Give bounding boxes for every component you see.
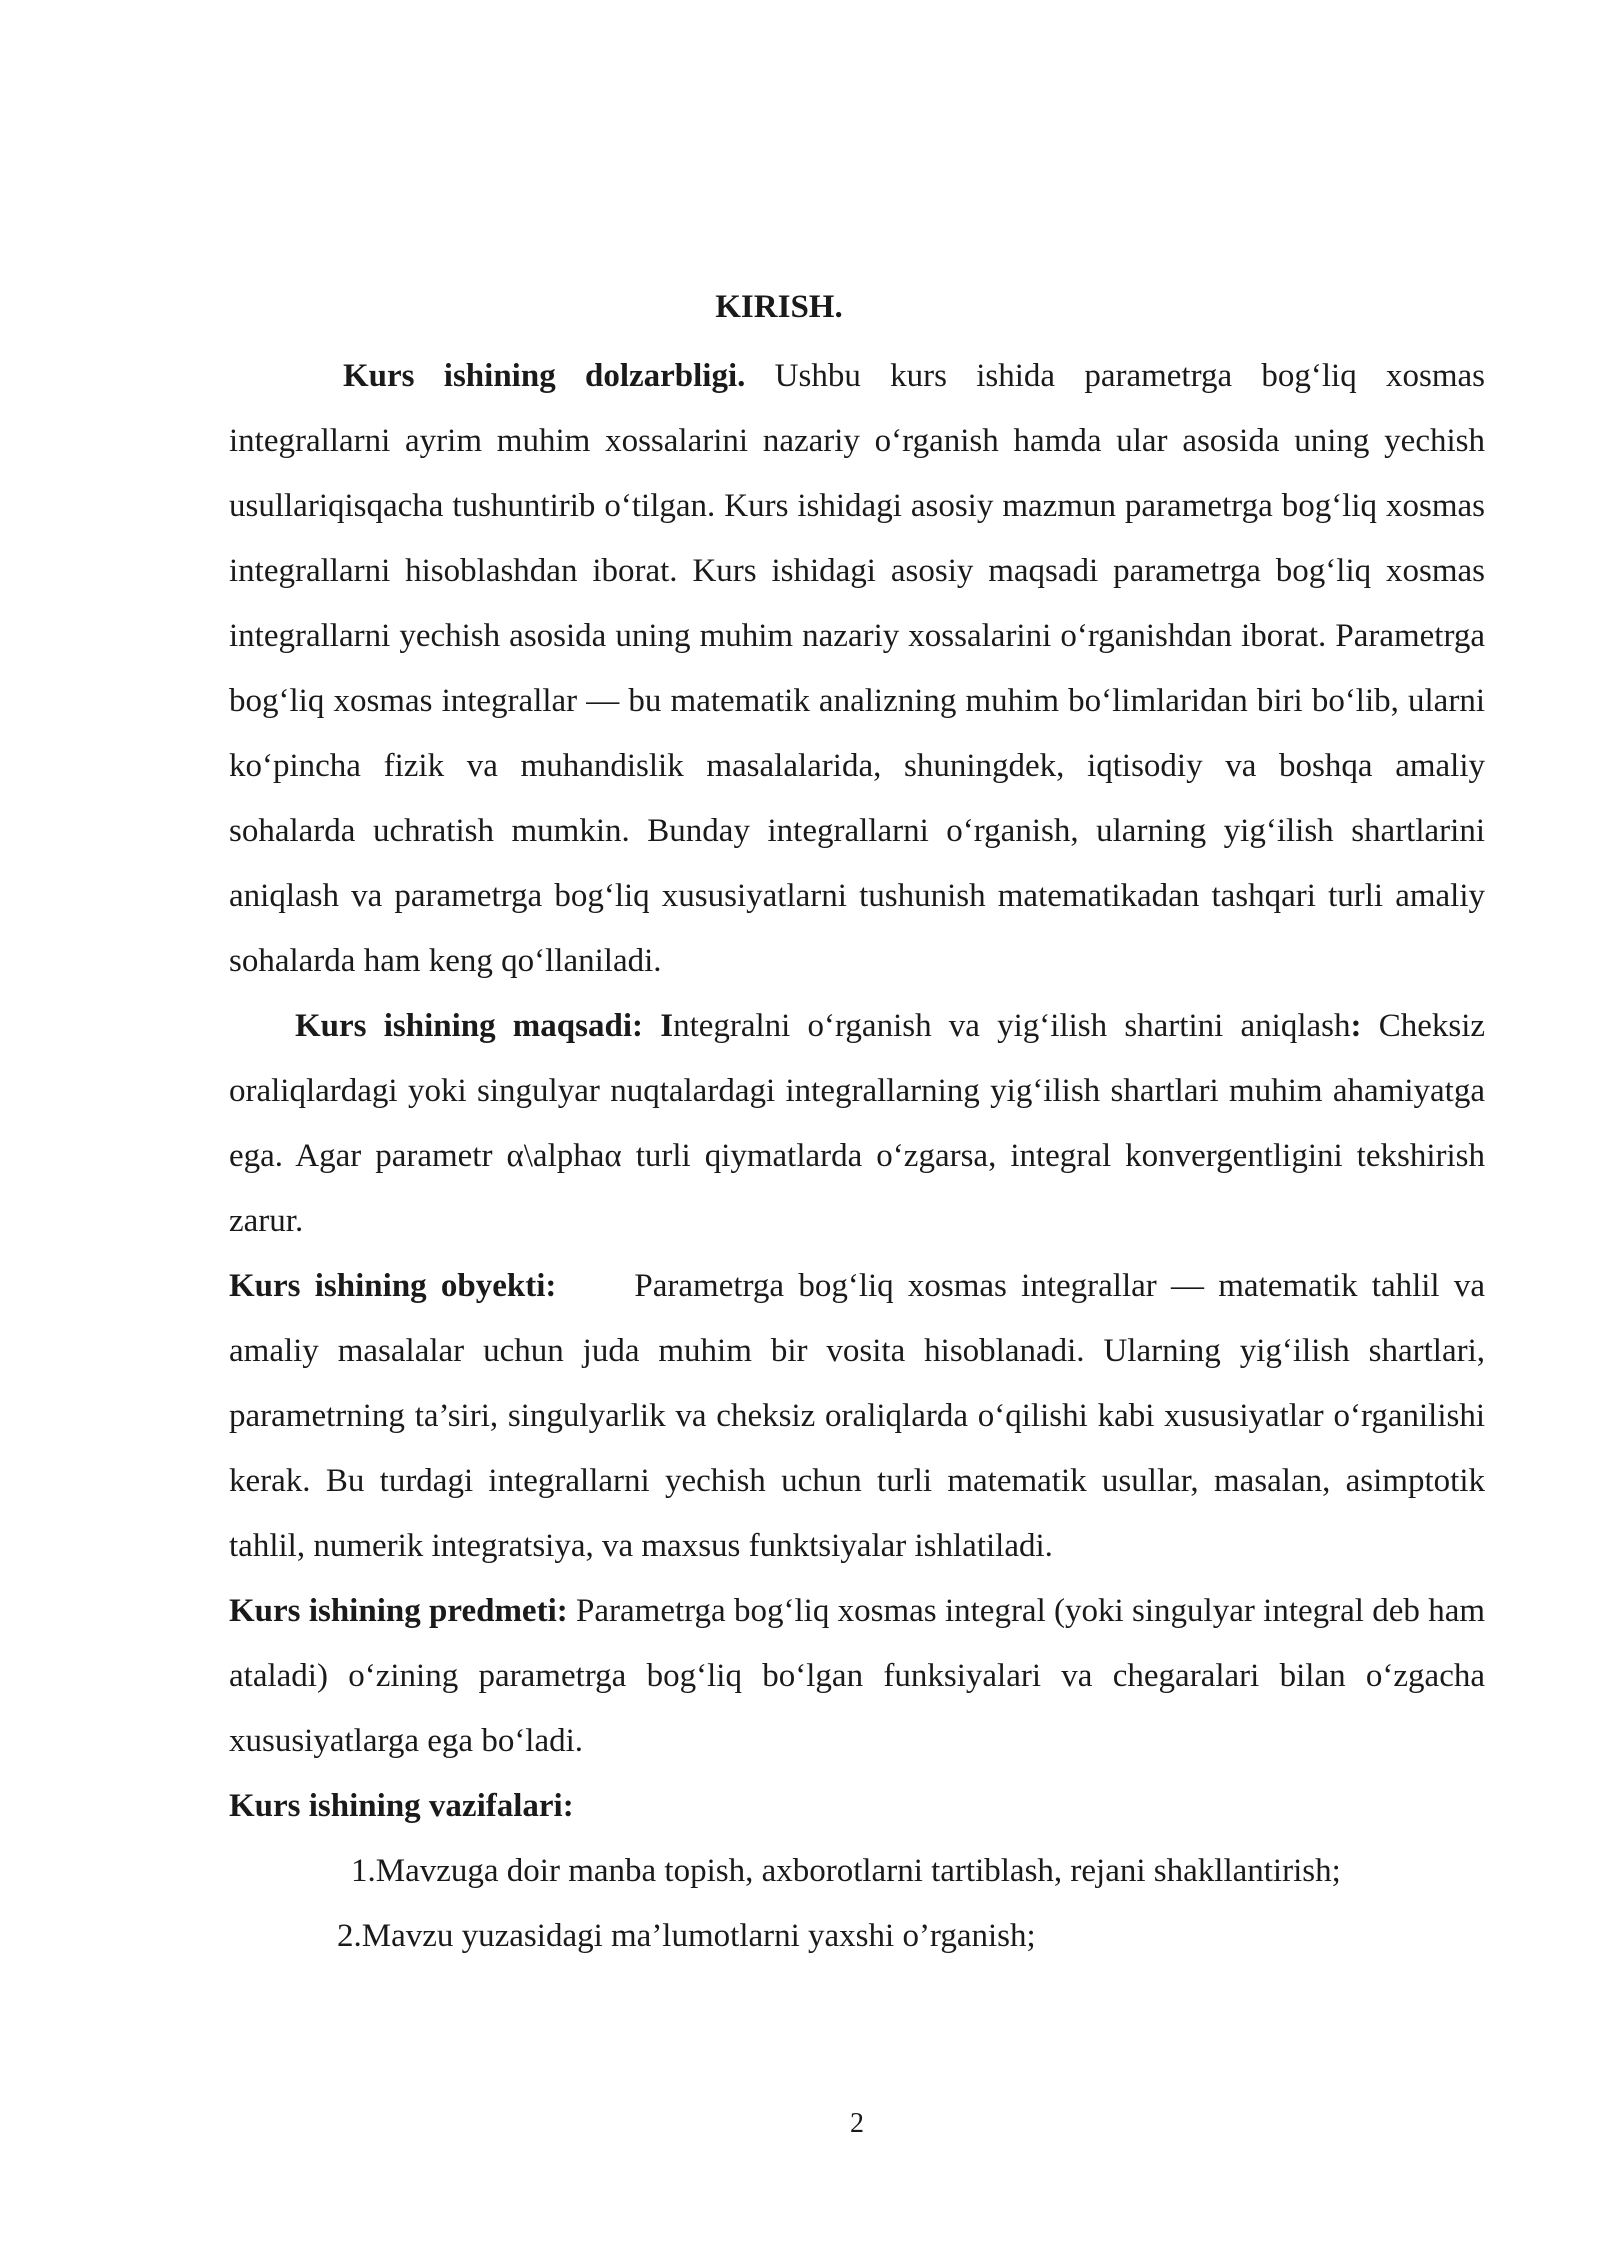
predmet-heading: Kurs ishining predmeti: [229, 1593, 568, 1629]
document-body [229, 344, 1485, 1969]
maqsad-paragraph [229, 994, 1485, 1254]
predmet-text: Parametrga bog‘liq xosmas integral (yoki singulyar integral deb ham ataladi) o‘zining parametrga bog‘liq bo‘lgan funksiyalari va chegaralari bilan o‘zgacha xususiyatlarga ega bo‘ladi. [229, 1593, 1486, 1759]
maqsad-text: Cheksiz oraliqlardagi yoki singulyar nuqtalardagi integrallarning yig‘ilish shartlari muhim ahamiyatga ega. Agar parametr α\alphaα turli qiymatlarda o‘zgarsa, integral konvergentligini tekshirish zarur. [229, 1008, 1486, 1239]
document-page [229, 0, 1485, 2262]
dolzarblik-text: Ushbu kurs ishida parametrga bog‘liq xosmas integrallarni ayrim muhim xossalarini nazariy o‘rganish hamda ular asosida uning yechish usullariqisqacha tushuntirib o‘tilgan. Kurs ishidagi asosiy mazmun parametrga bog‘liq xosmas integrallarni hisoblashdan iborat. Kurs ishidagi asosiy maqsadi parametrga bog‘liq xosmas integrallarni yechish asosida uning muhim nazariy xossalarini o‘rganishdan iborat. Parametrga bog‘liq xosmas integrallar — bu matematik analizning muhim bo‘limlaridan biri bo‘lib, ularni ko‘pincha fizik va muhandislik masalalarida, shuningdek, iqtisodiy va boshqa amaliy sohalarda uchratish mumkin. Bunday integrallarni o‘rganish, ularning yig‘ilish shartlarini aniqlash va parametrga bog‘liq xususiyatlarni tushunish matematikadan tashqari turli amaliy sohalarda ham keng qo‘llaniladi. [229, 358, 1486, 979]
maqsad-lead-letter: I [660, 1008, 674, 1044]
vazifa-item-1: 1.Mavzuga doir manba topish, axborotlarni tartiblash, rejani shakllantirish; [351, 1853, 1341, 1889]
dolzarblik-heading: Kurs ishining dolzarbligi. [343, 358, 746, 394]
maqsad-lead-text: ntegralni o‘rganish va yig‘ilish shartini aniqlash [673, 1008, 1351, 1044]
page-title: KIRISH. [715, 289, 843, 325]
page-number: 2 [850, 2108, 864, 2139]
obyekt-text: Parametrga bog‘liq xosmas integrallar — matematik tahlil va amaliy masalalar uchun juda muhim bir vosita hisoblanadi. Ularning yig‘ilish shartlari, parametrning ta’siri, singulyarlik va cheksiz oraliqlarda o‘qilishi kabi xususiyatlar o‘rganilishi kerak. Bu turdagi integrallarni yechish uchun turli matematik usullar, masalan, asimptotik tahlil, numerik integratsiya, va maxsus funktsiyalar ishlatiladi. [229, 1268, 1485, 1564]
dolzarblik-paragraph [229, 344, 1485, 994]
obyekt-paragraph [229, 1254, 1485, 1579]
maqsad-heading: Kurs ishining maqsadi: [295, 1008, 644, 1044]
obyekt-heading: Kurs ishining obyekti: [229, 1268, 557, 1304]
vazifalar-heading: Kurs ishining vazifalari: [229, 1788, 574, 1824]
predmet-paragraph [229, 1579, 1485, 1774]
maqsad-lead-colon: : [1350, 1008, 1362, 1044]
vazifa-item-2: 2.Mavzu yuzasidagi ma’lumotlarni yaxshi o’rganish; [337, 1918, 1036, 1954]
